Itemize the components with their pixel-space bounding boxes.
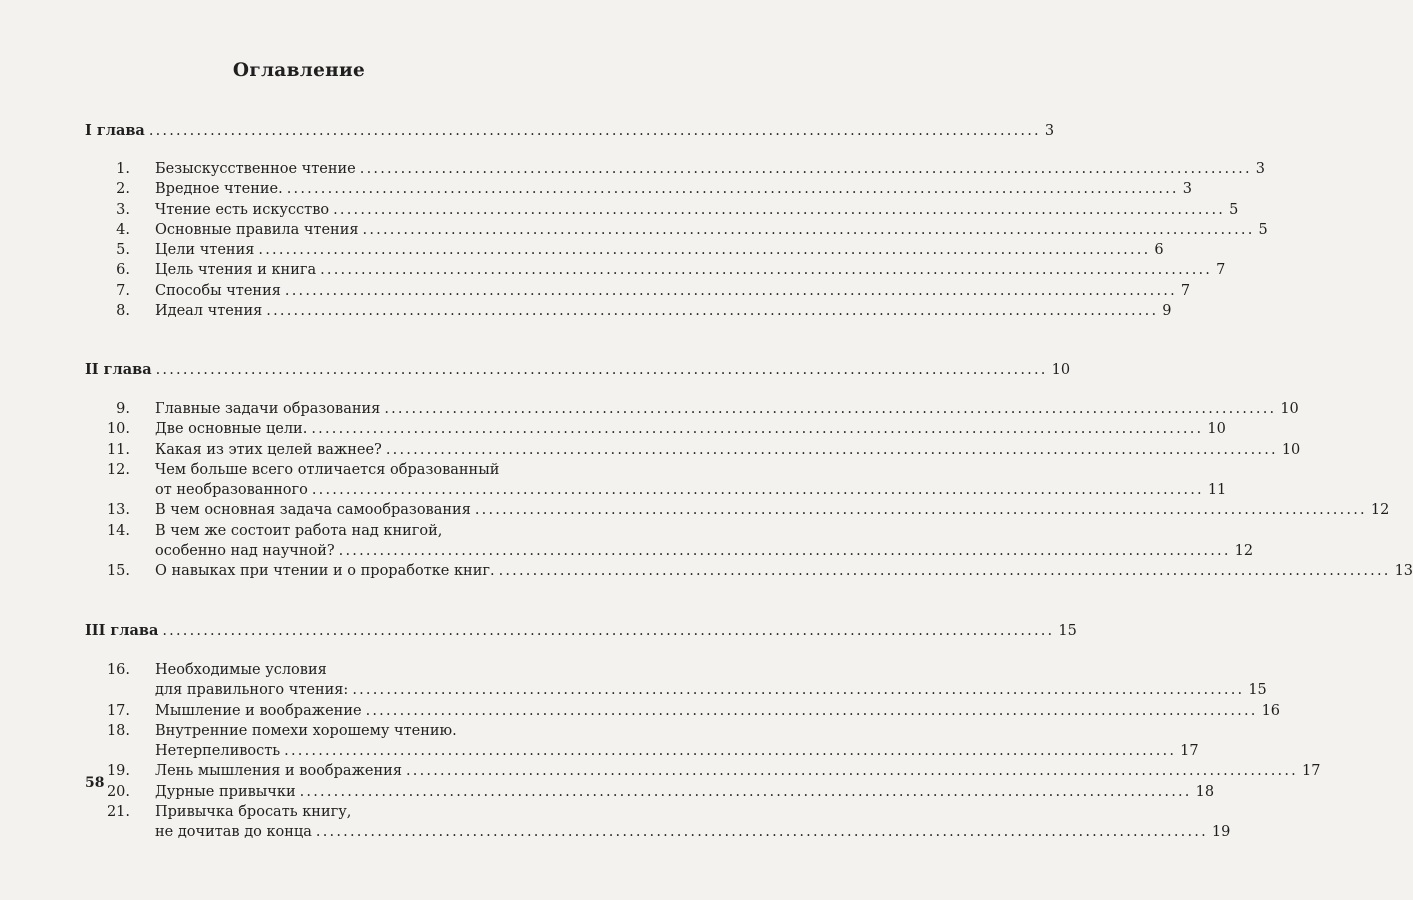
entry-number: 3. (116, 201, 130, 218)
chapter-label: I глава (85, 122, 145, 139)
entry-number: 11. (106, 441, 130, 458)
entry-title: В чем же состоит работа над книгой, (155, 522, 443, 539)
entry-title: не дочитав до конца (155, 824, 312, 841)
entry-page: 9 (1162, 303, 1172, 320)
entry-page: 7 (1216, 262, 1226, 279)
entry-number: 7. (116, 282, 130, 299)
entry-title: Дурные привычки (155, 783, 296, 800)
entry-number: 12. (106, 461, 130, 478)
dot-leader: ................................................................................................................................... (385, 441, 1278, 458)
entry-title: Чем больше всего отличается образованный (155, 461, 500, 478)
dot-leader: ................................................................................................................................... (266, 303, 1159, 320)
toc-entry (85, 660, 1267, 701)
dot-leader: ................................................................................................................................... (155, 362, 1048, 378)
dot-leader: ................................................................................................................................... (365, 702, 1258, 719)
entry-title: Лень мышления и воображения (155, 763, 402, 780)
entry-page: 12 (1370, 502, 1390, 519)
entry-title: Чтение есть искусство (155, 201, 330, 218)
entry-number: 5. (116, 242, 130, 259)
toc-entry (85, 159, 1265, 179)
entry-page: 15 (1248, 682, 1267, 699)
entry-title: для правильного чтения: (155, 682, 349, 699)
dot-leader: ................................................................................................................................... (284, 743, 1177, 760)
entry-page: 5 (1258, 221, 1268, 238)
dot-leader: ................................................................................................................................... (352, 682, 1245, 699)
entry-number: 18. (106, 722, 130, 739)
entry-number: 16. (106, 662, 130, 678)
entry-number: 20. (106, 783, 130, 800)
toc-entry (85, 220, 1268, 240)
chapter-page: 15 (1058, 623, 1077, 639)
dot-leader: ................................................................................................................................... (148, 123, 1041, 139)
entry-page: 10 (1207, 421, 1226, 438)
entry-page: 11 (1207, 482, 1227, 499)
entry-title: Цели чтения (155, 242, 255, 259)
toc-entry (85, 761, 1321, 781)
entry-title: Привычка бросать книгу, (155, 804, 352, 821)
entry-page: 17 (1180, 743, 1199, 760)
toc-entry (85, 500, 1390, 520)
entry-title: Основные правила чтения (155, 221, 359, 238)
toc-entry (85, 701, 1281, 721)
entry-page: 3 (1255, 161, 1265, 177)
entry-number: 21. (106, 804, 130, 821)
dot-leader: ................................................................................................................................... (498, 563, 1391, 580)
entry-title: Вредное чтение. (155, 181, 283, 198)
page-number: 58 (85, 775, 105, 791)
chapter-page: 3 (1044, 123, 1055, 139)
toc-entry (85, 179, 1192, 199)
entry-number: 1. (116, 161, 130, 177)
entry-number: 17. (106, 702, 130, 719)
entry-page: 12 (1234, 543, 1254, 560)
entry-number: 2. (116, 181, 130, 198)
chapter-label: II глава (85, 361, 152, 378)
toc-entry (85, 802, 1231, 843)
toc-entry (85, 200, 1239, 220)
chapter-heading (85, 361, 1071, 379)
dot-leader: ................................................................................................................................... (258, 242, 1151, 259)
toc-entry (85, 240, 1164, 260)
toc-entry (85, 399, 1299, 419)
entry-number: 19. (106, 763, 130, 780)
entry-number: 10. (106, 421, 130, 438)
chapter-heading (85, 622, 1077, 640)
toc-entry (85, 521, 1254, 562)
toc-entry (85, 301, 1172, 321)
dot-leader: ................................................................................................................................... (405, 763, 1298, 780)
chapter-entries (85, 399, 1413, 582)
toc-entry (85, 460, 1227, 501)
entry-number: 13. (106, 502, 130, 519)
entry-page: 10 (1281, 441, 1301, 458)
chapter-entries (85, 660, 1321, 843)
dot-leader: ................................................................................................................................... (362, 221, 1255, 238)
entry-title: Нетерпеливость (155, 743, 281, 760)
dot-leader: ................................................................................................................................... (384, 401, 1277, 417)
dot-leader: ................................................................................................................................... (333, 201, 1226, 218)
entry-number: 15. (106, 563, 130, 580)
dot-leader: ................................................................................................................................... (311, 421, 1204, 438)
dot-leader: ................................................................................................................................... (299, 783, 1192, 800)
toc-entry (85, 561, 1413, 581)
dot-leader: ................................................................................................................................... (359, 161, 1252, 177)
entry-page: 16 (1261, 702, 1281, 719)
entry-page: 5 (1229, 201, 1239, 218)
entry-title: от необразованного (155, 482, 308, 499)
entry-title: Безыскусственное чтение (155, 161, 356, 177)
toc-title: Оглавление (232, 60, 366, 81)
entry-number: 14. (106, 522, 130, 539)
entry-title: Необходимые условия (155, 662, 327, 678)
dot-leader: ................................................................................................................................... (320, 262, 1213, 279)
dot-leader: ................................................................................................................................... (162, 623, 1055, 639)
entry-title: В чем основная задача самообразования (155, 502, 471, 519)
entry-page: 13 (1394, 563, 1413, 580)
toc-entry (85, 281, 1191, 301)
entry-title: Какая из этих целей важнее? (155, 441, 382, 458)
entry-title: Идеал чтения (155, 303, 263, 320)
entry-title: Мышление и воображение (155, 702, 362, 719)
entry-page: 6 (1154, 242, 1164, 259)
entry-number: 4. (116, 221, 130, 238)
entry-title: О навыках при чтении и о проработке книг. (155, 563, 495, 580)
dot-leader: ................................................................................................................................... (284, 282, 1177, 299)
dot-leader: ................................................................................................................................... (311, 482, 1204, 499)
entry-page: 7 (1180, 282, 1191, 299)
entry-title: Цель чтения и книга (155, 262, 317, 279)
entry-page: 18 (1195, 783, 1215, 800)
entry-page: 17 (1301, 763, 1321, 780)
toc-entry (85, 419, 1226, 439)
dot-leader: ................................................................................................................................... (338, 543, 1231, 560)
chapter-entries (85, 159, 1268, 321)
entry-page: 19 (1211, 824, 1231, 841)
toc-entry (85, 440, 1301, 460)
chapter-page: 10 (1051, 362, 1071, 378)
toc-entry (85, 260, 1226, 280)
toc-entry (85, 782, 1215, 802)
chapter-heading (85, 122, 1055, 140)
entry-number: 8. (116, 303, 130, 320)
entry-title: Две основные цели. (155, 421, 308, 438)
entry-page: 10 (1280, 401, 1299, 417)
toc-entry (85, 721, 1199, 762)
chapter-label: III глава (85, 622, 159, 639)
entry-title: особенно над научной? (155, 543, 335, 560)
dot-leader: ................................................................................................................................... (286, 181, 1179, 198)
entry-title: Внутренние помехи хорошему чтению. (155, 722, 457, 739)
entry-number: 6. (116, 262, 130, 279)
entry-title: Главные задачи образования (155, 401, 381, 417)
entry-title: Способы чтения (155, 282, 281, 299)
dot-leader: ................................................................................................................................... (315, 824, 1208, 841)
entry-page: 3 (1182, 181, 1192, 198)
entry-number: 9. (116, 401, 130, 417)
dot-leader: ................................................................................................................................... (474, 502, 1367, 519)
